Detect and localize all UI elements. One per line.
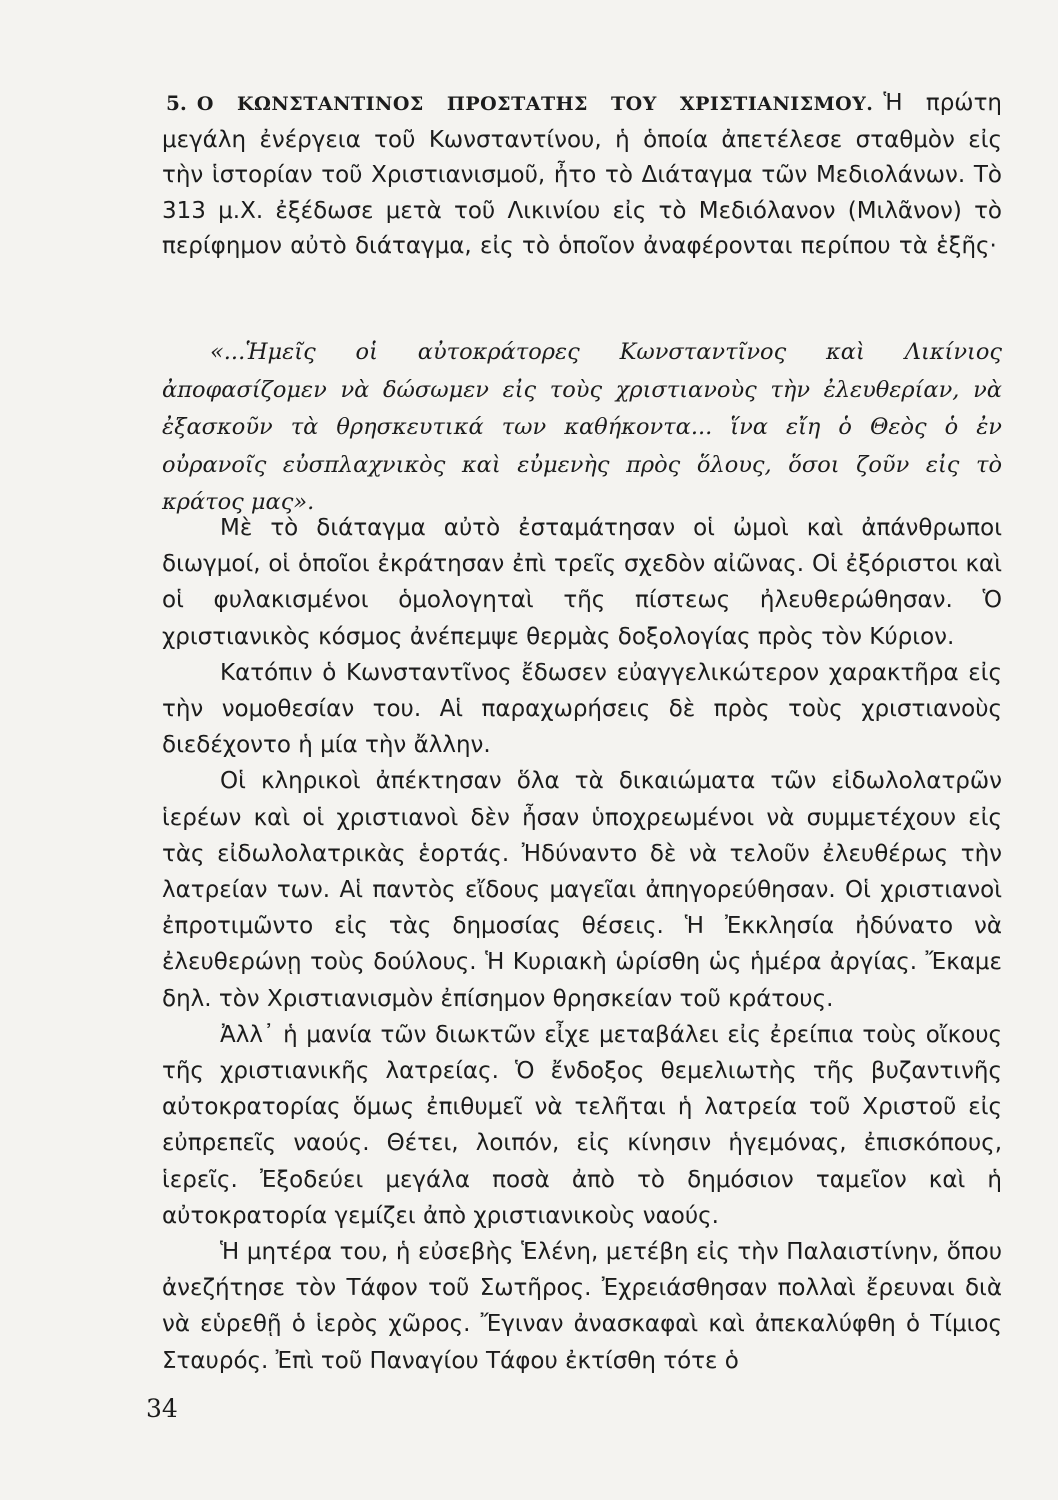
body-text [162, 510, 1002, 1379]
section-title: Ο ΚΩΝΣΤΑΝΤΙΝΟΣ ΠΡΟΣΤΑΤΗΣ ΤΟΥ ΧΡΙΣΤΙΑΝΙΣΜΟΥ. [196, 93, 874, 115]
paragraph: Ἀλλ᾽ ἡ μανία τῶν διωκτῶν εἶχε μεταβάλει εἰς ἐρείπια τοὺς οἴκους τῆς χριστιανικῆς λατρείας. Ὁ ἔνδοξος θεμελιωτὴς τῆς βυζαντινῆς αὐτοκρατορίας ὅμως ἐπιθυμεῖ νὰ τελῆται ἡ λατρεία τοῦ Χριστοῦ εἰς εὐπρεπεῖς ναούς. Θέτει, λοιπόν, εἰς κίνησιν ἡγεμόνας, ἐπισκόπους, ἱερεῖς. Ἐξοδεύει μεγάλα ποσὰ ἀπὸ τὸ δημόσιον ταμεῖον καὶ ἡ αὐτοκρατορία γεμίζει ἀπὸ χριστιανικοὺς ναούς. [162, 1021, 1002, 1229]
section-intro-text: Ἡ πρώτη μεγάλη ἐνέργεια τοῦ Κωνσταντίνου, ἡ ὁποία ἀπετέλεσε σταθμὸν εἰς τὴν ἱστορίαν τοῦ Χριστιανισμοῦ, ἦτο τὸ Διάταγμα τῶν Μεδιολάνων. Τὸ 313 μ.Χ. ἐξέδωσε μετὰ τοῦ Λικινίου εἰς τὸ Μεδιόλανον (Μιλᾶνον) τὸ περίφημον αὐτὸ διάταγμα, εἰς τὸ ὁποῖον ἀναφέρονται περίπου τὰ ἑξῆς· [162, 90, 1002, 259]
section-heading-paragraph [162, 86, 1002, 265]
paragraph: Μὲ τὸ διάταγμα αὐτὸ ἐσταμάτησαν οἱ ὠμοὶ καὶ ἀπάνθρωποι διωγμοί, οἱ ὁποῖοι ἐκράτησαν ἐπὶ τρεῖς σχεδὸν αἰῶνας. Οἱ ἐξόριστοι καὶ οἱ φυλακισμένοι ὁμολογηταὶ τῆς πίστεως ἠλευθερώθησαν. Ὁ χριστιανικὸς κόσμος ἀνέπεμψε θερμὰς δοξολογίας πρὸς τὸν Κύριον. [162, 515, 1002, 650]
paragraph: Κατόπιν ὁ Κωνσταντῖνος ἔδωσεν εὐαγγελικώτερον χαρακτῆρα εἰς τὴν νομοθεσίαν του. Αἱ παραχωρήσεις δὲ πρὸς τοὺς χριστιανοὺς διεδέχοντο ἡ μία τὴν ἄλλην. [162, 659, 1002, 759]
paragraph: Οἱ κληρικοὶ ἀπέκτησαν ὅλα τὰ δικαιώματα τῶν εἰδωλολατρῶν ἱερέων καὶ οἱ χριστιανοὶ δὲν ἦσαν ὑποχρεωμένοι νὰ συμμετέχουν εἰς τὰς εἰδωλολατρικὰς ἑορτάς. Ἠδύναντο δὲ νὰ τελοῦν ἐλευθέρως τὴν λατρείαν των. Αἱ παντὸς εἴδους μαγεῖαι ἀπηγορεύθησαν. Οἱ χριστιανοὶ ἐπροτιμῶντο εἰς τὰς δημοσίας θέσεις. Ἡ Ἐκκλησία ἠδύνατο νὰ ἐλευθερώνῃ τοὺς δούλους. Ἡ Κυριακὴ ὡρίσθη ὡς ἡμέρα ἀργίας. Ἔκαμε δηλ. τὸν Χριστιανισμὸν ἐπίσημον θρησκείαν τοῦ κράτους. [162, 768, 1002, 1012]
page-number: 34 [146, 1394, 178, 1423]
edict-quote: «...Ἡμεῖς οἱ αὐτοκράτορες Κωνσταντῖνος καὶ Λικίνιος ἀποφασίζομεν νὰ δώσωμεν εἰς τοὺς χριστιανοὺς τὴν ἐλευθερίαν, νὰ ἐξασκοῦν τὰ θρησκευτικά των καθήκοντα... ἵνα εἴη ὁ Θεὸς ὁ ἐν οὐρανοῖς εὐσπλαχνικὸς καὶ εὐμενὴς πρὸς ὅλους, ὅσοι ζοῦν εἰς τὸ κράτος μας». [162, 339, 1002, 515]
section-number: 5. [166, 91, 187, 115]
paragraph: Ἡ μητέρα του, ἡ εὐσεβὴς Ἑλένη, μετέβη εἰς τὴν Παλαιστίνην, ὅπου ἀνεζήτησε τὸν Τάφον τοῦ Σωτῆρος. Ἐχρειάσθησαν πολλαὶ ἔρευναι διὰ νὰ εὑρεθῇ ὁ ἱερὸς χῶρος. Ἔγιναν ἀνασκαφαὶ καὶ ἀπεκαλύφθη ὁ Τίμιος Σταυρός. Ἐπὶ τοῦ Παναγίου Τάφου ἐκτίσθη τότε ὁ [162, 1239, 1002, 1374]
